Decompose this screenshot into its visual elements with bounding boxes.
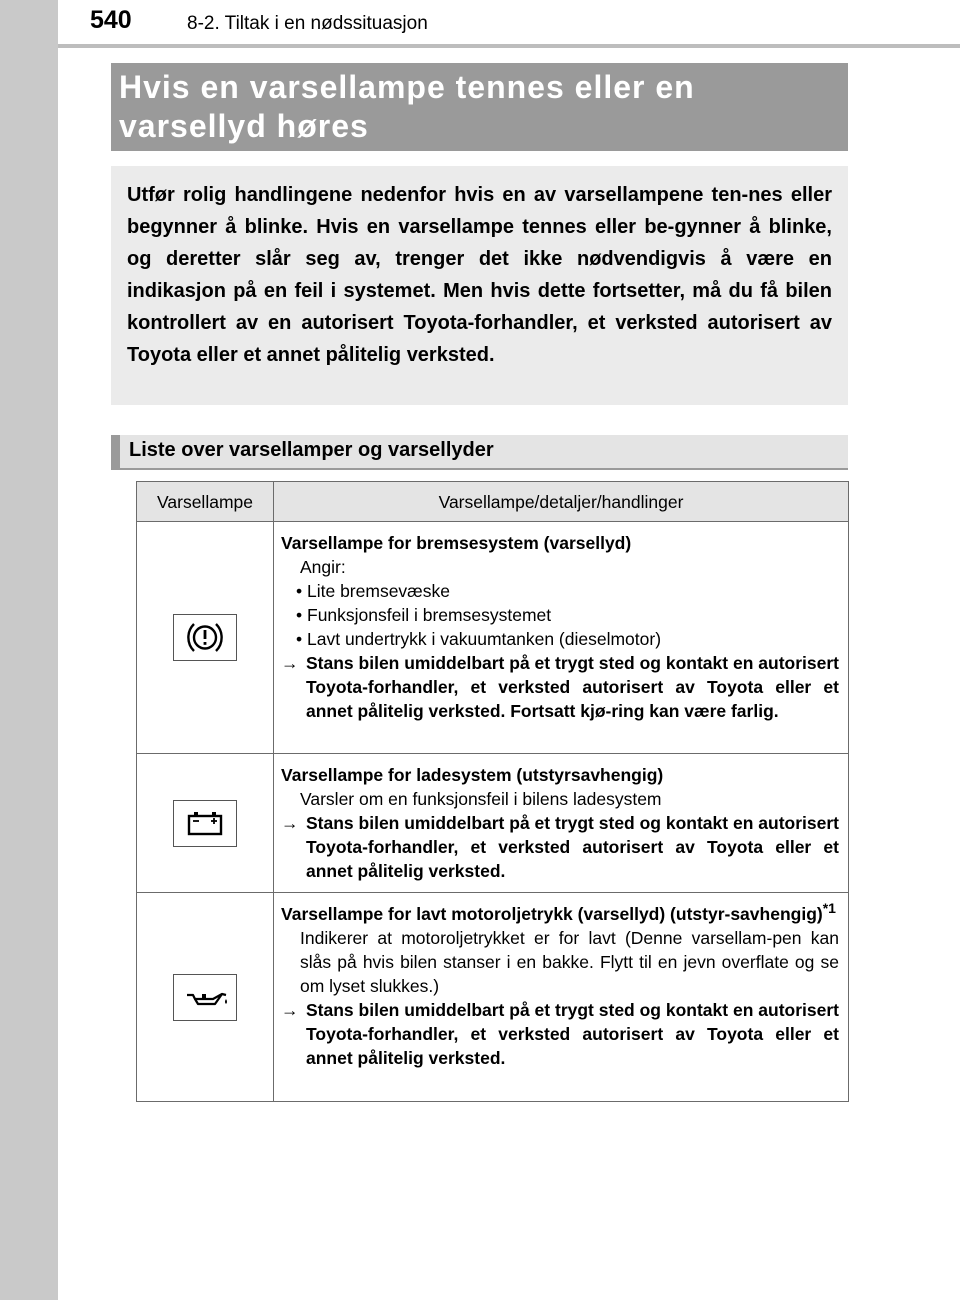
- entry-title: Varsellampe for ladesystem (utstyrsavhengig): [281, 765, 664, 785]
- action-instruction: [281, 998, 839, 1070]
- icon-cell: [137, 754, 274, 893]
- action-text: Stans bilen umiddelbart på et trygt sted og kontakt en autorisert Toyota-forhandler, et verksted autorisert av Toyota eller et annet pålitelig verksted.: [306, 813, 839, 881]
- entry-detail: Varsler om en funksjonsfeil i bilens ladesystem: [300, 789, 662, 809]
- page-number: 540: [90, 6, 132, 34]
- oil-pressure-icon: [173, 974, 237, 1021]
- entry-title: Varsellampe for bremsesystem (varsellyd): [281, 533, 632, 553]
- arrow-icon: →: [281, 813, 299, 833]
- page-title-line-1: Hvis en varsellampe tennes eller en: [119, 69, 695, 105]
- footnote-marker: *1: [822, 900, 836, 917]
- action-text: Stans bilen umiddelbart på et trygt sted og kontakt en autorisert Toyota-forhandler, et verksted autorisert av Toyota eller et annet pålitelig verksted. Fortsatt kjø-ring kan være farlig.: [306, 653, 839, 721]
- page-title-line-2: varsellyd høres: [119, 108, 369, 144]
- list-item: • Lite bremsevæske: [296, 581, 450, 601]
- arrow-icon: →: [281, 1000, 299, 1020]
- arrow-icon: →: [281, 653, 299, 673]
- brake-warning-icon: [173, 614, 237, 661]
- column-header-details: Varsellampe/detaljer/handlinger: [274, 482, 849, 522]
- icon-cell: [137, 893, 274, 1102]
- entry-title: [281, 902, 839, 926]
- intro-paragraph: Utfør rolig handlingene nedenfor hvis en av varsellampene ten-nes eller begynner å blinke. Hvis en varsellampe tennes eller be-gynner å blinke, og deretter slår seg av, trenger det ikke nødvendigvis å være en indikasjon på en feil i systemet. Men hvis dette fortsetter, må du få bilen kontrollert av en autorisert Toyota-forhandler, et verksted autorisert av Toyota eller et annet pålitelig verksted.: [111, 166, 848, 405]
- table-row: [137, 893, 849, 1102]
- description-cell: [274, 893, 849, 1102]
- action-instruction: [281, 811, 839, 883]
- list-item-text: Lite bremsevæske: [307, 581, 450, 601]
- action-text: Stans bilen umiddelbart på et trygt sted og kontakt en autorisert Toyota-forhandler, et verksted autorisert av Toyota eller et annet pålitelig verksted.: [306, 1000, 839, 1068]
- list-item-text: Lavt undertrykk i vakuumtanken (dieselmotor): [307, 629, 662, 649]
- table-row: [137, 522, 849, 754]
- entry-detail: Indikerer at motoroljetrykket er for lavt (Denne varsellam-pen kan slås på hvis bilen stanser i en bakke. Flytt til en jevn overflate og se om lyset slukkes.): [300, 928, 839, 996]
- entry-title-text: Varsellampe for lavt motoroljetrykk (varsellyd) (utstyr-savhengig): [281, 904, 823, 924]
- icon-cell: [137, 522, 274, 754]
- side-margin-strip: [0, 0, 58, 1300]
- entry-detail: Angir:: [300, 557, 346, 577]
- list-item: • Lavt undertrykk i vakuumtanken (dieselmotor): [296, 629, 662, 649]
- list-item: • Funksjonsfeil i bremsesystemet: [296, 605, 552, 625]
- table-header-row: [137, 482, 849, 522]
- action-instruction: [281, 651, 839, 723]
- warning-light-table: [136, 481, 849, 1102]
- description-cell: [274, 754, 849, 893]
- section-reference: 8-2. Tiltak i en nødssituasjon: [187, 13, 428, 34]
- description-cell: [274, 522, 849, 754]
- page-title: [111, 63, 848, 151]
- header-rule: [58, 44, 960, 48]
- table-row: [137, 754, 849, 893]
- column-header-light: Varsellampe: [137, 482, 274, 522]
- list-item-text: Funksjonsfeil i bremsesystemet: [307, 605, 552, 625]
- section-subheading: Liste over varsellamper og varsellyder: [111, 435, 848, 470]
- battery-charging-icon: [173, 800, 237, 847]
